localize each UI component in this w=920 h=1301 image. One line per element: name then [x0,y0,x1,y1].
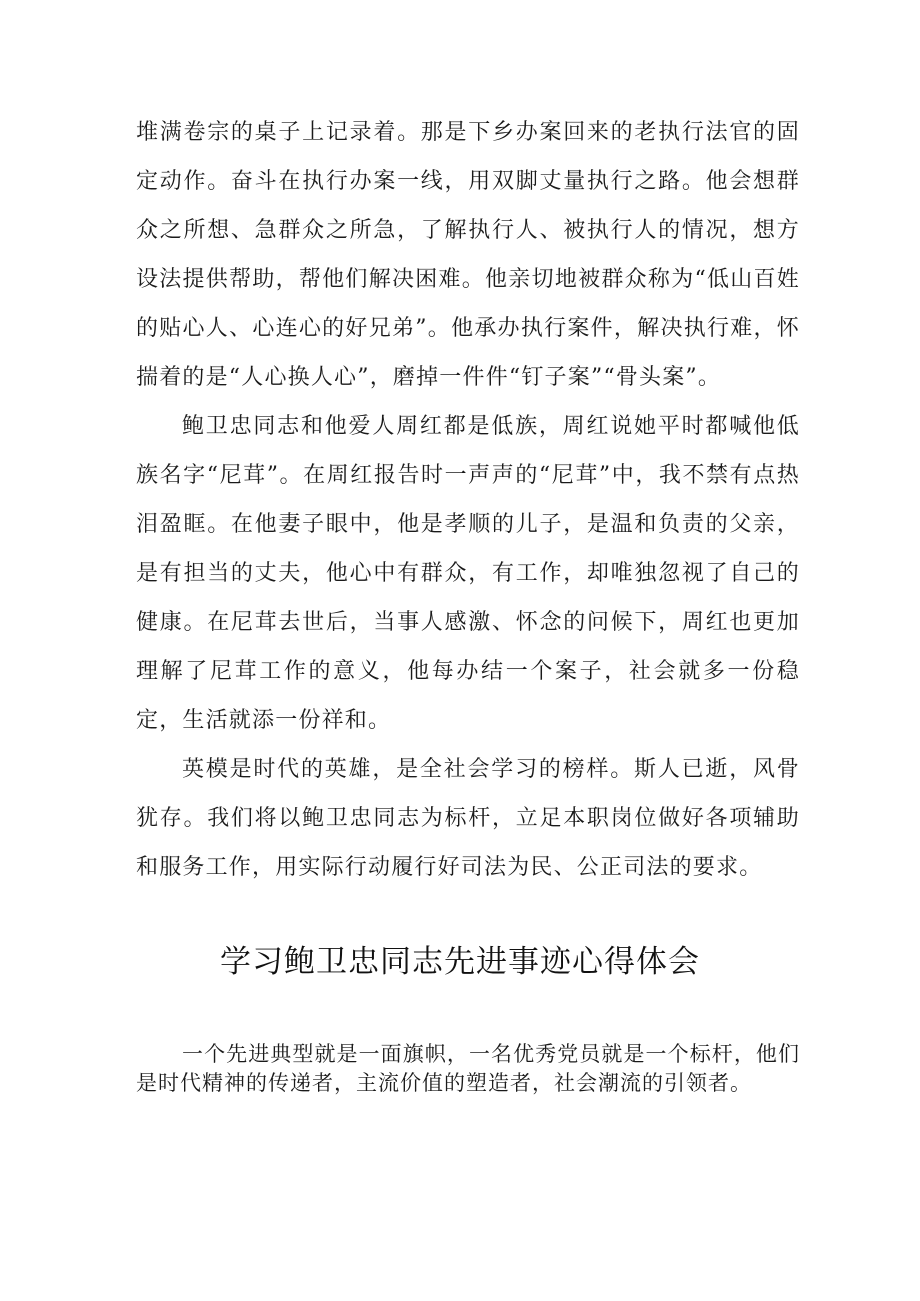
second-article-body [136,1040,800,1098]
paragraph-continued: 堆满卷宗的桌子上记录着。那是下乡办案回来的老执行法官的固定动作。奋斗在执行办案一线，用双脚丈量执行之路。他会想群众之所想、急群众之所急，了解执行人、被执行人的情况，想方设法提供帮助，帮他们解决困难。他亲切地被群众称为“低山百姓的贴心人、心连心的好兄弟”。他承办执行案件，解决执行难，怀揣着的是“人心换人心”，磨掉一件件“钉子案”“骨头案”。 [136,120,800,390]
article-heading: 学习鲍卫忠同志先进事迹心得体会 [220,944,700,980]
paragraph-conclusion: 英模是时代的英雄，是全社会学习的榜样。斯人已逝，风骨犹存。我们将以鲍卫忠同志为标杆，立足本职岗位做好各项辅助和服务工作，用实际行动履行好司法为民、公正司法的要求。 [136,757,800,880]
article-body [136,108,800,892]
paragraph-family: 鲍卫忠同志和他爱人周红都是低族，周红说她平时都喊他低族名字“尼茸”。在周红报告时一声声的“尼茸”中，我不禁有点热泪盈眶。在他妻子眼中，他是孝顺的儿子，是温和负责的父亲，是有担当的丈夫，他心中有群众，有工作，却唯独忽视了自己的健康。在尼茸去世后，当事人感激、怀念的问候下，周红也更加理解了尼茸工作的意义，他每办结一个案子，社会就多一份稳定，生活就添一份祥和。 [136,414,800,733]
paragraph-intro: 一个先进典型就是一面旗帜，一名优秀党员就是一个标杆，他们是时代精神的传递者，主流价值的塑造者，社会潮流的引领者。 [136,1042,800,1095]
